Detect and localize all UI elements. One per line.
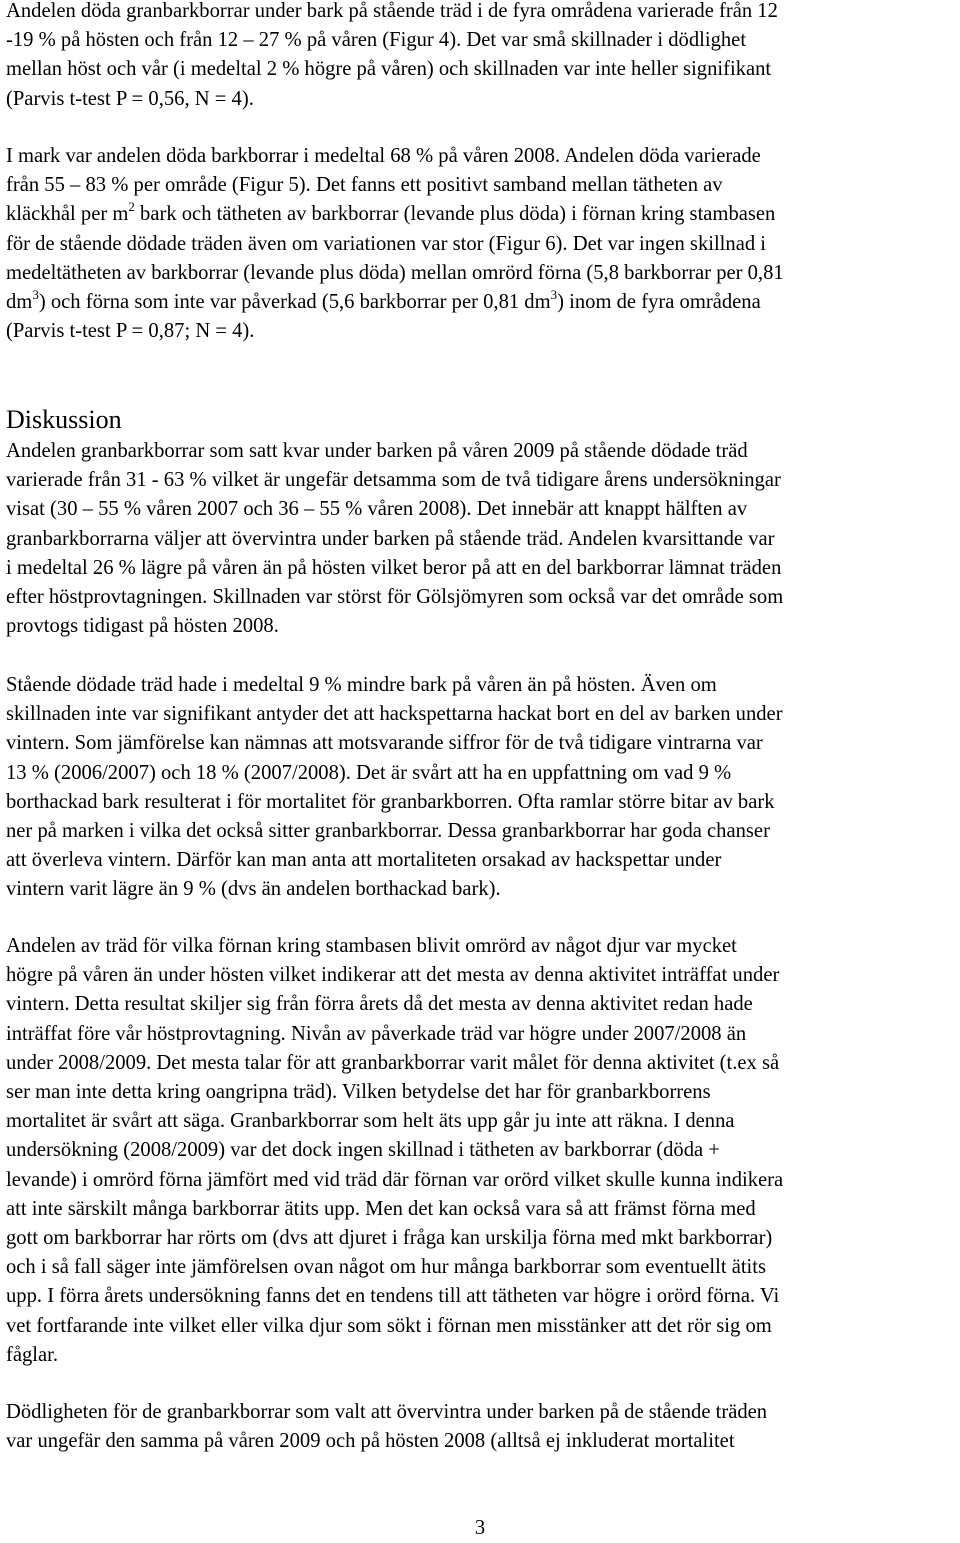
paragraph-results-bark-mortality bbox=[6, 0, 778, 114]
text-line: efter höstprovtagningen. Skillnaden var störst för Gölsjömyren som också var det område som bbox=[6, 586, 784, 609]
paragraph-discussion-overwintering bbox=[6, 437, 783, 641]
superscript: 3 bbox=[550, 287, 558, 303]
text-line: mellan höst och vår (i medeltal 2 % högre på våren) och skillnaden var inte heller signifikant bbox=[6, 58, 772, 81]
text-line: Dödligheten för de granbarkborrar som valt att övervintra under barken på de stående träden bbox=[6, 1401, 768, 1423]
text-line: Andelen döda granbarkborrar under bark på stående träd i de fyra områdena varierade från 12 bbox=[6, 0, 778, 22]
text-line: levande) i omrörd förna jämfört med vid träd där förnan var orörd vilket skulle kunna indikera bbox=[6, 1168, 784, 1191]
text-line bbox=[6, 200, 784, 229]
text-line: under 2008/2009. Det mesta talar för att granbarkborrar varit målet för denna aktivitet (t.ex så bbox=[6, 1051, 780, 1074]
paragraph-discussion-litter bbox=[6, 932, 783, 1370]
text-line: Andelen granbarkborrar som satt kvar under barken på våren 2009 på stående dödade träd bbox=[6, 440, 748, 462]
text-line: undersökning (2008/2009) var det dock ingen skillnad i tätheten av barkborrar (döda + bbox=[6, 1139, 720, 1162]
text-line: upp. I förra årets undersökning fanns det en tendens till att tätheten var högre i orörd förna. Vi bbox=[6, 1285, 780, 1308]
text-line: varierade från 31 - 63 % vilket är ungefär detsamma som de två tidigare årens undersökningar bbox=[6, 469, 781, 492]
text-line: I mark var andelen döda barkborrar i medeltal 68 % på våren 2008. Andelen döda varierade bbox=[6, 145, 761, 167]
text-line: medeltätheten av barkborrar (levande plus döda) mellan omrörd förna (5,8 barkborrar per 0,81 bbox=[6, 261, 784, 284]
text-line: 13 % (2006/2007) och 18 % (2007/2008). Det är svårt att ha en uppfattning om vad 9 % bbox=[6, 761, 732, 784]
text-fragment: ) inom de fyra områdena bbox=[557, 291, 761, 314]
text-fragment: bark och tätheten av barkborrar (levande plus döda) i förnan kring stambasen bbox=[134, 203, 776, 226]
text-line: inträffat före vår höstprovtagning. Nivån av påverkade träd var högre under 2007/2008 än bbox=[6, 1022, 747, 1045]
text-line: fåglar. bbox=[6, 1343, 59, 1366]
text-fragment: dm bbox=[6, 291, 33, 314]
text-line bbox=[6, 288, 784, 317]
text-line: vintern. Detta resultat skiljer sig från förra årets då det mesta av denna aktivitet redan hade bbox=[6, 993, 753, 1016]
text-line: från 55 – 83 % per område (Figur 5). Det fanns ett positivt samband mellan tätheten av bbox=[6, 174, 723, 197]
text-line: och i så fall säger inte jämförelsen ovan något om hur många barkborrar som eventuellt ätits bbox=[6, 1256, 767, 1279]
text-line: vintern. Som jämförelse kan nämnas att motsvarande siffror för de två tidigare vintrarna var bbox=[6, 732, 763, 755]
text-line: (Parvis t-test P = 0,87; N = 4). bbox=[6, 320, 255, 343]
text-line: Andelen av träd för vilka förnan kring stambasen blivit omrörd av något djur var mycket bbox=[6, 935, 737, 957]
text-line: -19 % på hösten och från 12 – 27 % på våren (Figur 4). Det var små skillnader i dödlighet bbox=[6, 29, 747, 52]
text-line: mortalitet är svårt att säga. Granbarkborrar som helt äts upp går ju inte att räkna. I denna bbox=[6, 1110, 735, 1133]
text-fragment: kläckhål per m bbox=[6, 203, 129, 226]
text-line: granbarkborrarna väljer att övervintra under barken på stående träd. Andelen kvarsittande var bbox=[6, 527, 775, 550]
text-line: vintern varit lägre än 9 % (dvs än andelen borthackad bark). bbox=[6, 878, 501, 901]
text-line: Stående dödade träd hade i medeltal 9 % mindre bark på våren än på hösten. Även om bbox=[6, 674, 717, 696]
page-number: 3 bbox=[474, 1517, 486, 1539]
text-line: att överleva vintern. Därför kan man anta att mortaliteten orsakad av hackspettar under bbox=[6, 849, 722, 872]
text-line: var ungefär den samma på våren 2009 och på hösten 2008 (alltså ej inkluderat mortalitet bbox=[6, 1430, 735, 1453]
text-line: visat (30 – 55 % våren 2007 och 36 – 55 % våren 2008). Det innebär att knappt hälften av bbox=[6, 498, 748, 521]
paragraph-results-ground-mortality bbox=[6, 142, 784, 346]
text-line: vet fortfarande inte vilket eller vilka djur som sökt i förnan men misstänker att det rör sig om bbox=[6, 1314, 772, 1337]
text-line: provtogs tidigast på hösten 2008. bbox=[6, 615, 279, 638]
paragraph-discussion-mortality bbox=[6, 1398, 767, 1456]
text-line: (Parvis t-test P = 0,56, N = 4). bbox=[6, 87, 254, 110]
text-line: gott om barkborrar har rörts om (dvs att djuret i fråga kan urskilja förna med mkt barkborrar) bbox=[6, 1227, 773, 1250]
section-heading: Diskussion bbox=[6, 405, 122, 434]
text-line: för de stående dödade träden även om variationen var stor (Figur 6). Det var ingen skillnad i bbox=[6, 232, 767, 255]
text-line: högre på våren än under hösten vilket indikerar att det mesta av denna aktivitet inträffat under bbox=[6, 964, 780, 987]
text-line: borthackad bark resulterat i för mortalitet för granbarkborren. Ofta ramlar större bitar av bark bbox=[6, 790, 775, 813]
text-line: att inte särskilt många barkborrar ätits upp. Men det kan också vara så att främst förna med bbox=[6, 1197, 756, 1220]
text-line: ner på marken i vilka det också sitter granbarkborrar. Dessa granbarkborrar har goda chanser bbox=[6, 820, 770, 843]
superscript: 2 bbox=[128, 199, 135, 215]
text-line: ser man inte detta kring oangripna träd). Vilken betydelse det har för granbarkborrens bbox=[6, 1081, 711, 1104]
text-fragment: ) och förna som inte var påverkad (5,6 barkborrar per 0,81 dm bbox=[38, 291, 551, 314]
text-line: skillnaden inte var signifikant antyder det att hackspettarna hackat bort en del av barken under bbox=[6, 703, 783, 726]
text-line: i medeltal 26 % lägre på våren än på hösten vilket beror på att en del barkborrar lämnat träden bbox=[6, 556, 782, 579]
paragraph-discussion-woodpeckers bbox=[6, 671, 783, 905]
superscript: 3 bbox=[32, 287, 39, 303]
